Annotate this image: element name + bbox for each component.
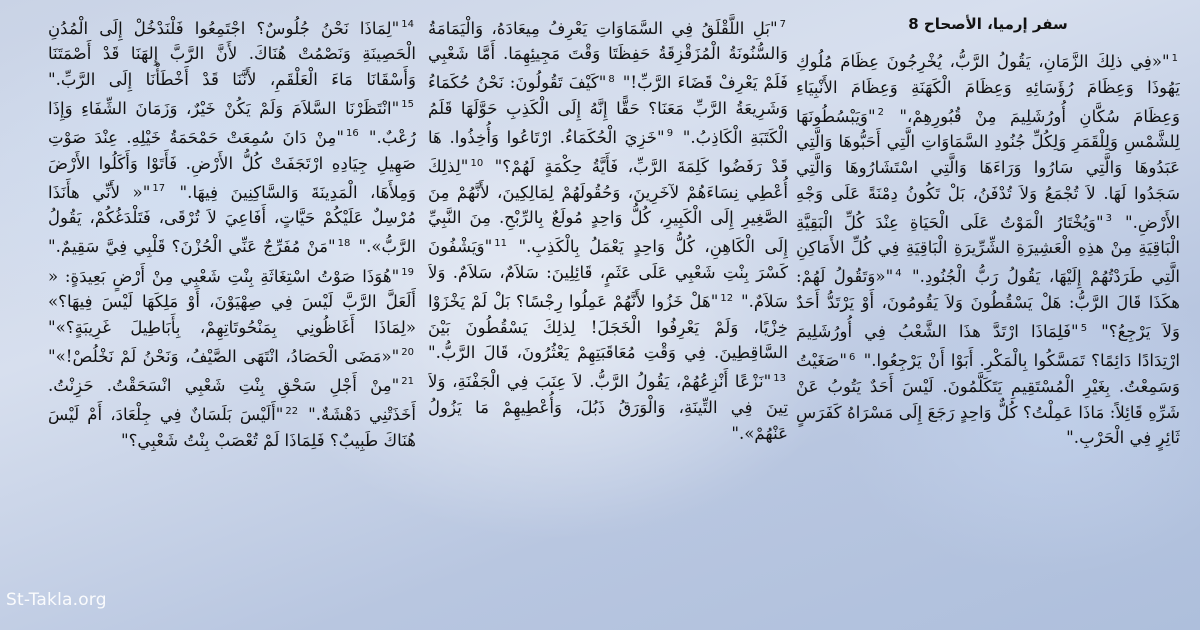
verse-text: "وَيَشْفُونَ كَسْرَ بِنْتِ شَعْبِي عَلَى عَثَمٍ، قَائِلِينَ: سَلاَمٌ، سَلاَمٌ. وَلاَ سَلاَمٌ." xyxy=(428,237,788,312)
verse-text: "لِذلِكَ أُعْطِي نِسَاءَهُمْ لآخَرِينَ، وَحُقُولَهُمْ لِمَالِكِينَ، لأَنَّهُمْ مِنَ الصَّغِيرِ إِلَى الْكَبِيرِ، كُلُّ وَاحِدٍ مُولَعٌ بِالرِّبْحِ. مِنَ النَّبِيِّ إِلَى الْكَاهِنِ، كُلُّ وَاحِدٍ يَعْمَلُ بِالْكَذِبِ." xyxy=(428,157,788,257)
verse-number: 19 xyxy=(401,267,414,278)
verse-number: 3 xyxy=(1105,213,1112,225)
verse-20 xyxy=(48,347,416,366)
verse-text: "خَزِيَ الْحُكَمَاءُ. ارْتَاعُوا وَأُخِذُوا. هَا قَدْ رَفَضُوا كَلِمَةَ الرَّبِّ، فَأَيَّةُ حِكْمَةٍ لَهُمْ؟" xyxy=(428,127,788,177)
verse-12 xyxy=(428,292,788,362)
text-column-right xyxy=(796,12,1180,620)
verse-text: "انْتَظَرْنَا السَّلاَمَ وَلَمْ يَكُنْ خَيْرٌ، وَزَمَانَ الشِّفَاءِ وَإِذَا رُعْبٌ." xyxy=(48,98,416,147)
verse-number: 9 xyxy=(666,128,674,140)
verse-text: "أَلَيْسَ بَلَسَانٌ فِي جِلْعَادَ، أَمْ لَيْسَ هُنَاكَ طَبِيبٌ؟ فَلِمَاذَا لَمْ تُعْصَبْ بِنْتُ شَعْبِي؟" xyxy=(48,405,416,450)
verse-number: 21 xyxy=(401,376,414,388)
text-column-left xyxy=(48,12,416,620)
verse-text: "مَنْ مُفَرِّجٌ عَنِّي الْحُزْنَ؟ قَلْبِي فِيَّ سَقِيمٌ." xyxy=(48,237,336,257)
verse-number: 1 xyxy=(1171,52,1178,64)
verse-number: 2 xyxy=(877,107,884,119)
verse-text: "هَلْ خَزُوا لأَنَّهُمْ عَمِلُوا رِجْسًا؟ بَلْ لَمْ يَخْزَوْا خِزْيًا، وَلَمْ يَعْرِفُوا الْخَجَلَ! لِذلِكَ يَسْقُطُونَ بَيْنَ السَّاقِطِينَ. فِي وَقْتِ مُعَاقَبَتِهِمْ يَعْثُرُونَ، قَالَ الرَّبُّ." xyxy=(428,292,788,363)
verse-number: 4 xyxy=(895,267,902,279)
verse-text: "«مَضَى الْحَصَادُ، انْتَهَى الصَّيْفُ، وَنَحْنُ لَمْ نَخْلُصْ!»" xyxy=(48,346,400,366)
verse-text: "«وَتَقُولُ لَهُمْ: هكَذَا قَالَ الرَّبُّ: هَلْ يَسْقُطُونَ وَلاَ يَقُومُونَ، أَوْ يَرْتَدُّ أَحَدٌ وَلاَ يَرْجِعُ؟" xyxy=(796,267,1180,342)
verse-number: 13 xyxy=(773,372,786,384)
verse-text: "صَغَيْتُ وَسَمِعْتُ. بِغَيْرِ الْمُسْتَقِيمِ يَتَكَلَّمُونَ. لَيْسَ أَحَدٌ يَتُوبُ عَنْ شَرِّهِ قَائِلاً: مَاذَا عَمِلْتُ؟ كُلٌّ وَاحِدٍ رَجَعَ إِلَى مَسْرَاهُ كَفَرَسٍ ثَائِرٍ فِي الْحَرْبِ." xyxy=(796,351,1180,448)
verse-number: 18 xyxy=(337,237,351,249)
verse-text: "وَيَبْسُطُونَهَا لِلشَّمْسِ وَلِلْقَمَرِ وَلِكُلِّ جُنُودِ السَّمَاوَاتِ الَّتِي أَحَبُّوهَا وَالَّتِي عَبَدُوهَا وَالَّتِي سَارُوا وَرَاءَهَا وَالَّتِي اسْتَشَارُوهَا وَالَّتِي سَجَدُوا لَهَا. لاَ تُجْمَعُ وَلاَ تُدْفَنُ، بَلْ تَكُونُ دِمْنَةً عَلَى وَجْهِ الأَرْضِ." xyxy=(796,106,1180,232)
verse-number: 6 xyxy=(849,351,856,363)
verse-number: 15 xyxy=(401,99,414,111)
verse-text: "بَلِ اللَّقْلَقُ فِي السَّمَاوَاتِ يَعْرِفُ مِيعَادَهُ، وَالْيَمَامَةُ وَالسُّنُونَةُ الْمُزَقْزِقَةُ حَفِظَتَا وَقْتَ مَجِيئِهِمَا. أَمَّا شَعْبِي فَلَمْ يَعْرِفْ قَضَاءَ الرَّبِّ!" xyxy=(428,18,788,93)
text-column-middle xyxy=(428,12,788,620)
verse-text: "هُوَذَا صَوْتُ اسْتِغَاثَةِ بِنْتِ شَعْبِي مِنْ أَرْضٍ بَعِيدَةٍ: « أَلَعَلَّ الرَّبَّ لَيْسَ فِي صِهْيَوْنَ، أَوْ مَلِكَهَا لَيْسَ فِيهَا؟» «لِمَاذَا أَغَاظُونِي بِمَنْحُوتَاتِهِمْ، بِأَبَاطِيلَ غَرِيبَةٍ؟»" xyxy=(48,266,416,337)
verse-19 xyxy=(48,267,416,337)
verse-number: 7 xyxy=(779,19,786,30)
verse-text: "لِمَاذَا نَحْنُ جُلُوسٌ؟ اجْتَمِعُوا فَلْنَدْخُلْ إِلَى الْمُدُنِ الْحَصِينَةِ وَنَصْمُتْ هُنَاكَ. لأَنَّ الرَّبَّ إِلهَنَا قَدْ أَصْمَتَنَا وَأَسْقَانَا مَاءَ الْعَلْقَمِ، لأَنَّنَا قَدْ أَخْطَأْنَا إِلَى الرَّبِّ." xyxy=(48,18,416,89)
chapter-heading: سفر إرميا، الأصحاح 8 xyxy=(908,15,1068,33)
verse-14 xyxy=(48,19,416,89)
verse-text: "فَلِمَاذَا ارْتَدَّ هذَا الشَّعْبُ فِي أُورُشَلِيمَ ارْتِدَادًا دَائِمًا؟ تَمَسَّكُوا بِالْمَكْرِ. أَبَوْا أَنْ يَرْجِعُوا." xyxy=(796,322,1180,371)
verse-number: 16 xyxy=(345,128,359,140)
verse-text: "كَيْفَ تَقُولُونَ: نَحْنُ حُكَمَاءُ وَشَرِيعَةُ الرَّبِّ مَعَنَا؟ حَقًّا إِنَّهُ إِلَى الْكَذِبِ حَوَّلَهَا قَلَمُ الْكَتَبَةِ الْكَاذِبُ." xyxy=(428,73,788,147)
verse-13 xyxy=(428,372,788,442)
verse-text: "وَيُخْتَارُ الْمَوْتُ عَلَى الْحَيَاةِ عِنْدَ كُلِّ الْبَقِيَّةِ الْبَاقِيَةِ مِنْ هذِهِ الْعَشِيرَةِ الشِّرِّيرَةِ الْبَاقِيَةِ فِي كُلِّ الأَمَاكِنِ الَّتِي طَرَدْتُهُمْ إِلَيْهَا، يَقُولُ رَبُّ الْجُنُودِ." xyxy=(796,212,1180,287)
verse-number: 10 xyxy=(470,157,484,169)
verse-text: "نَزْعًا أَنْزِعُهُمْ، يَقُولُ الرَّبُّ. لاَ عِنَبَ فِي الْجَفْنَةِ، وَلاَ تِينَ فِي التِّينَةِ، وَالْوَرَقُ ذَبُلَ، وَأُعْطِيهِمْ مَا يَزُولُ عَنْهُمْ»." xyxy=(428,372,788,443)
verse-number: 11 xyxy=(494,237,507,249)
verse-number: 5 xyxy=(1080,322,1088,334)
verse-number: 14 xyxy=(401,19,414,30)
verse-text: "« لأَنِّي هأَنَذَا مُرْسِلٌ عَلَيْكُمْ حَيَّاتٍ، أَفَاعِيَ لاَ تُرْقَى، فَتَلْدَغُكُمْ، يَقُولُ الرَّبُّ»." xyxy=(48,182,416,257)
site-watermark: St-Takla.org xyxy=(6,590,107,610)
verse-text: "مِنْ أَجْلِ سَحْقِ بِنْتِ شَعْبِي انْسَحَقْتُ. حَزِنْتُ. أَخَذَتْنِي دَهْشَةٌ." xyxy=(48,375,416,425)
verse-number: 12 xyxy=(720,292,734,304)
verse-18 xyxy=(48,237,352,256)
verse-number: 8 xyxy=(608,73,615,85)
verse-text: "«فِي ذلِكَ الزَّمَانِ، يَقُولُ الرَّبُّ، يُخْرِجُونَ عِظَامَ مُلُوكِ يَهُوذَا وَعِظَامَ رُؤَسَائِهِ وَعِظَامَ الْكَهَنَةِ وَعِظَامَ الأَنْبِيَاءِ وَعِظَامَ سُكَّانِ أُورُشَلِيمَ مِنْ قُبُورِهِمْ،" xyxy=(796,52,1180,126)
verse-text: "مِنْ دَانَ سُمِعَتْ حَمْحَمَةُ خَيْلِهِ. عِنْدَ صَوْتِ صَهِيلِ جِيَادِهِ ارْتَجَفَتْ كُلُّ الأَرْضِ. فَأَتَوْا وَأَكَلُوا الأَرْضَ وَمِلأَهَا، الْمَدِينَةَ وَالسَّاكِنِينَ فِيهَا." xyxy=(48,127,416,202)
verse-number: 22 xyxy=(285,405,299,417)
verse-number: 17 xyxy=(152,183,166,195)
verse-number: 20 xyxy=(401,347,414,359)
